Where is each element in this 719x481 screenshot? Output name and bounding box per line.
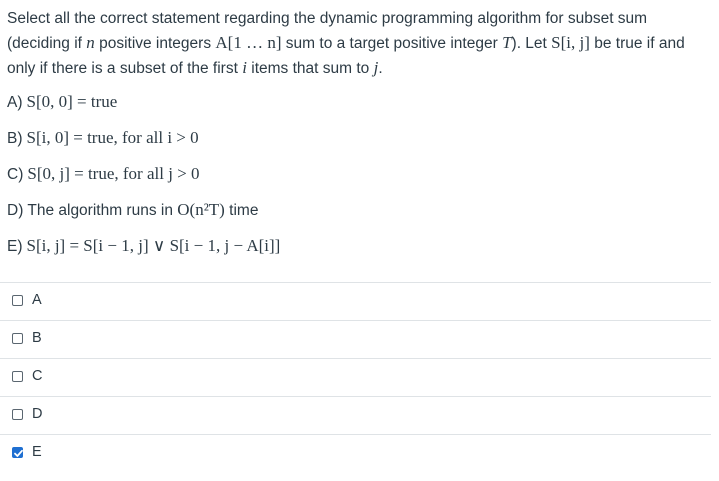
- math-n: n: [86, 33, 95, 52]
- question-part: Select all the correct statement regarding the dynamic programming algorithm for subset sum (deciding if: [7, 10, 648, 52]
- checkbox-a[interactable]: [12, 295, 23, 306]
- checkbox-b[interactable]: [12, 333, 23, 344]
- option-d[interactable]: [0, 396, 711, 434]
- statement-label: E): [7, 238, 23, 255]
- statement-a: [7, 92, 117, 112]
- option-a[interactable]: [0, 282, 711, 320]
- option-label: C: [32, 368, 43, 384]
- statement-math: O(n²T): [177, 200, 225, 219]
- statement-d: [7, 200, 258, 220]
- statement-math: S[0, j] = true, for all j > 0: [27, 164, 200, 183]
- statement-c: [7, 164, 200, 184]
- math-i: i: [242, 58, 247, 77]
- statement-math: S[i, 0] = true, for all i > 0: [26, 128, 199, 147]
- math-j: j: [373, 58, 379, 77]
- statement-label: D): [7, 202, 24, 219]
- option-label: E: [32, 444, 42, 460]
- statement-suffix: time: [224, 202, 259, 219]
- question-part: items that sum to: [246, 60, 374, 77]
- question-part: sum to a target positive integer: [281, 35, 503, 52]
- checkbox-c[interactable]: [12, 371, 23, 382]
- option-label: A: [32, 292, 42, 308]
- checkbox-d[interactable]: [12, 409, 23, 420]
- question-text: [7, 7, 707, 81]
- question-part: positive integers: [94, 35, 216, 52]
- option-e[interactable]: [0, 434, 711, 472]
- statement-label: C): [7, 166, 24, 183]
- statement-math: S[0, 0] = true: [26, 92, 118, 111]
- option-c[interactable]: [0, 358, 711, 396]
- checkbox-e[interactable]: [12, 447, 23, 458]
- option-label: D: [32, 406, 43, 422]
- option-b[interactable]: [0, 320, 711, 358]
- math-T: T: [502, 33, 512, 52]
- statement-e: [7, 236, 280, 256]
- statement-math: S[i, j] = S[i − 1, j] ∨ S[i − 1, j − A[i]]: [26, 236, 281, 255]
- answer-options: [0, 282, 711, 472]
- statement-b: [7, 128, 199, 148]
- math-S: S[i, j]: [551, 33, 590, 52]
- statement-text: The algorithm runs in: [27, 202, 178, 219]
- statement-label: A): [7, 94, 23, 111]
- question-part: be true if and only if there is a subset of the first: [7, 35, 685, 77]
- question-part: .: [378, 60, 383, 77]
- option-label: B: [32, 330, 42, 346]
- checkmark-icon: [13, 448, 24, 459]
- question-part: ). Let: [511, 35, 552, 52]
- math-array: A[1 … n]: [215, 33, 282, 52]
- statement-label: B): [7, 130, 23, 147]
